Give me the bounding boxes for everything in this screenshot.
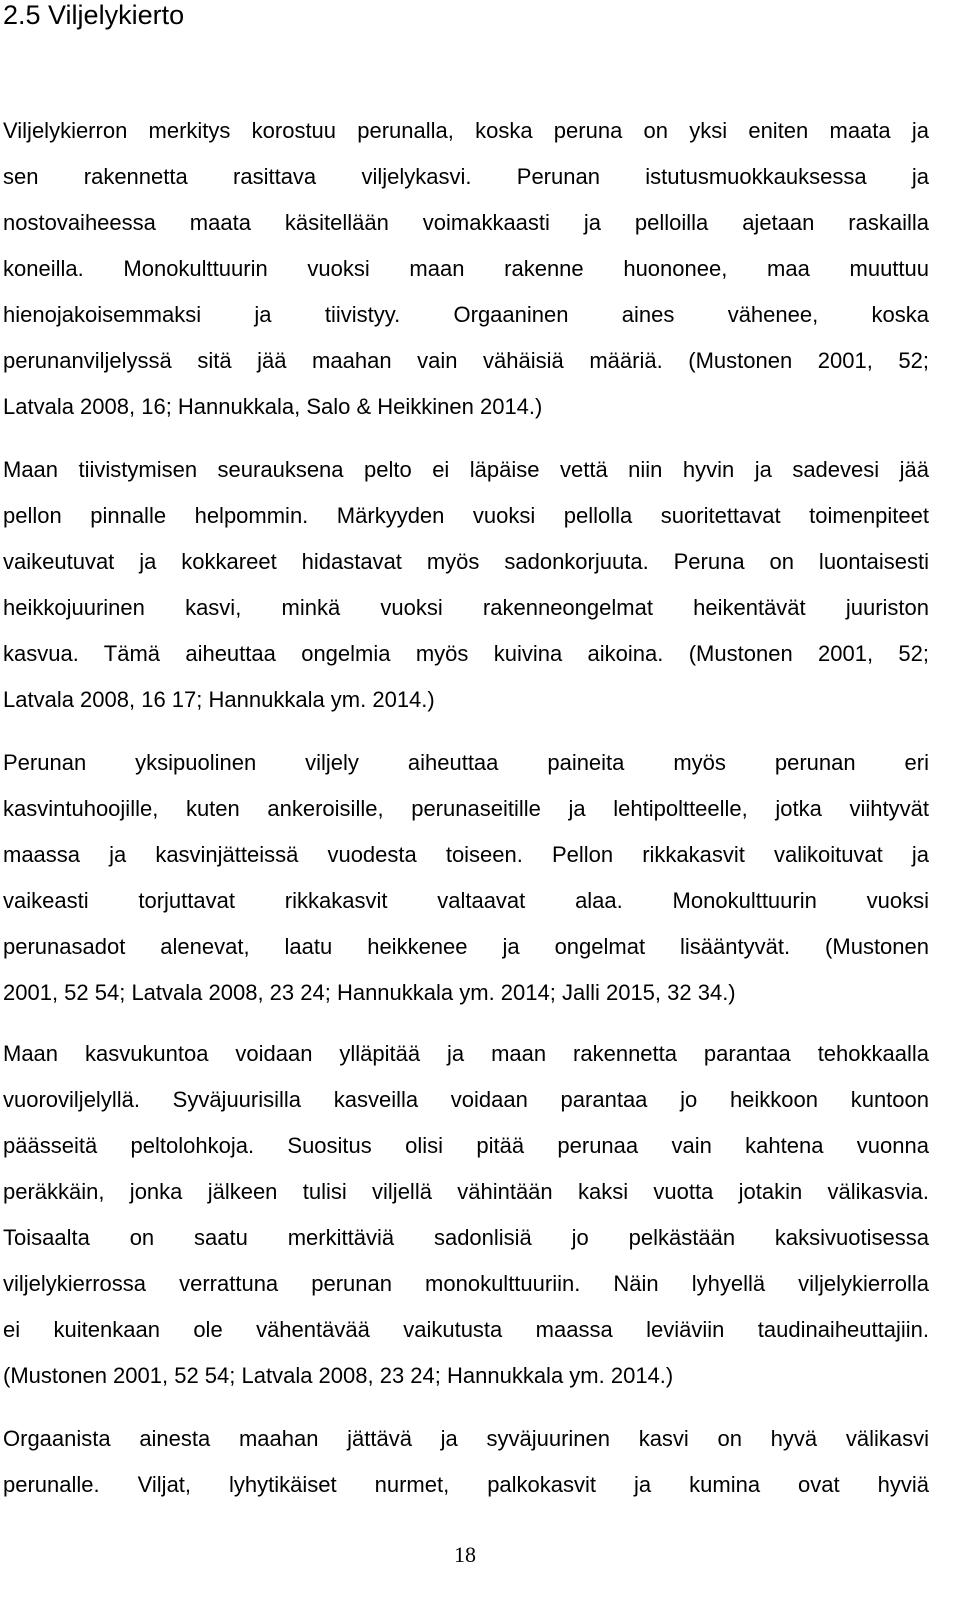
text-line: kasvua. Tämä aiheuttaa ongelmia myös kuivina aikoina. (Mustonen 2001, 52; (3, 641, 929, 666)
text-line: Latvala 2008, 16 17; Hannukkala ym. 2014.) (3, 687, 435, 712)
text-line: Orgaanista ainesta maahan jättävä ja syväjuurinen kasvi on hyvä välikasvi (3, 1426, 929, 1451)
text-line: Perunan yksipuolinen viljely aiheuttaa paineita myös perunan eri (3, 750, 929, 775)
text-line: perunalle. Viljat, lyhytikäiset nurmet, palkokasvit ja kumina ovat hyviä (3, 1472, 929, 1497)
text-line: päässeitä peltolohkoja. Suositus olisi pitää perunaa vain kahtena vuonna (3, 1133, 929, 1158)
text-line: maassa ja kasvinjätteissä vuodesta toiseen. Pellon rikkakasvit valikoituvat ja (3, 842, 929, 867)
text-line: ei kuitenkaan ole vähentävää vaikutusta maassa leviäviin taudinaiheuttajiin. (3, 1317, 929, 1342)
text-line: nostovaiheessa maata käsitellään voimakkaasti ja pelloilla ajetaan raskailla (3, 210, 929, 235)
text-line: 2001, 52 54; Latvala 2008, 23 24; Hannukkala ym. 2014; Jalli 2015, 32 34.) (3, 980, 736, 1005)
page-number: 18 (454, 1542, 476, 1567)
text-line: vaikeutuvat ja kokkareet hidastavat myös sadonkorjuuta. Peruna on luontaisesti (3, 549, 929, 574)
text-line: pellon pinnalle helpommin. Märkyyden vuoksi pellolla suoritettavat toimenpiteet (3, 503, 929, 528)
paragraph-5 (3, 1416, 929, 1508)
text-line: Maan kasvukuntoa voidaan ylläpitää ja maan rakennetta parantaa tehokkaalla (3, 1041, 929, 1066)
text-line: Latvala 2008, 16; Hannukkala, Salo & Heikkinen 2014.) (3, 394, 543, 419)
paragraph-3 (3, 740, 929, 1016)
text-line: kasvintuhoojille, kuten ankeroisille, perunaseitille ja lehtipoltteelle, jotka viihtyvät (3, 796, 929, 821)
text-line: perunasadot alenevat, laatu heikkenee ja ongelmat lisääntyvät. (Mustonen (3, 934, 929, 959)
paragraph-1 (3, 108, 929, 430)
paragraph-4 (3, 1031, 929, 1399)
text-line: koneilla. Monokulttuurin vuoksi maan rakenne huononee, maa muuttuu (3, 256, 929, 281)
text-line: Viljelykierron merkitys korostuu perunalla, koska peruna on yksi eniten maata ja (3, 118, 929, 143)
text-line: peräkkäin, jonka jälkeen tulisi viljellä vähintään kaksi vuotta jotakin välikasvia. (3, 1179, 929, 1204)
text-line: Maan tiivistymisen seurauksena pelto ei läpäise vettä niin hyvin ja sadevesi jää (3, 457, 929, 482)
text-line: viljelykierrossa verrattuna perunan monokulttuuriin. Näin lyhyellä viljelykierrolla (3, 1271, 929, 1296)
text-line: (Mustonen 2001, 52 54; Latvala 2008, 23 24; Hannukkala ym. 2014.) (3, 1363, 674, 1388)
text-line: Toisaalta on saatu merkittäviä sadonlisiä jo pelkästään kaksivuotisessa (3, 1225, 929, 1250)
paragraph-2 (3, 447, 929, 723)
text-line: hienojakoisemmaksi ja tiivistyy. Orgaaninen aines vähenee, koska (3, 302, 929, 327)
text-line: vaikeasti torjuttavat rikkakasvit valtaavat alaa. Monokulttuurin vuoksi (3, 888, 929, 913)
text-line: sen rakennetta rasittava viljelykasvi. Perunan istutusmuokkauksessa ja (3, 164, 929, 189)
text-line: heikkojuurinen kasvi, minkä vuoksi rakenneongelmat heikentävät juuriston (3, 595, 929, 620)
text-line: perunanviljelyssä sitä jää maahan vain vähäisiä määriä. (Mustonen 2001, 52; (3, 348, 929, 373)
section-heading: 2.5 Viljelykierto (3, 0, 185, 30)
text-line: vuoroviljelyllä. Syväjuurisilla kasveilla voidaan parantaa jo heikkoon kuntoon (3, 1087, 929, 1112)
